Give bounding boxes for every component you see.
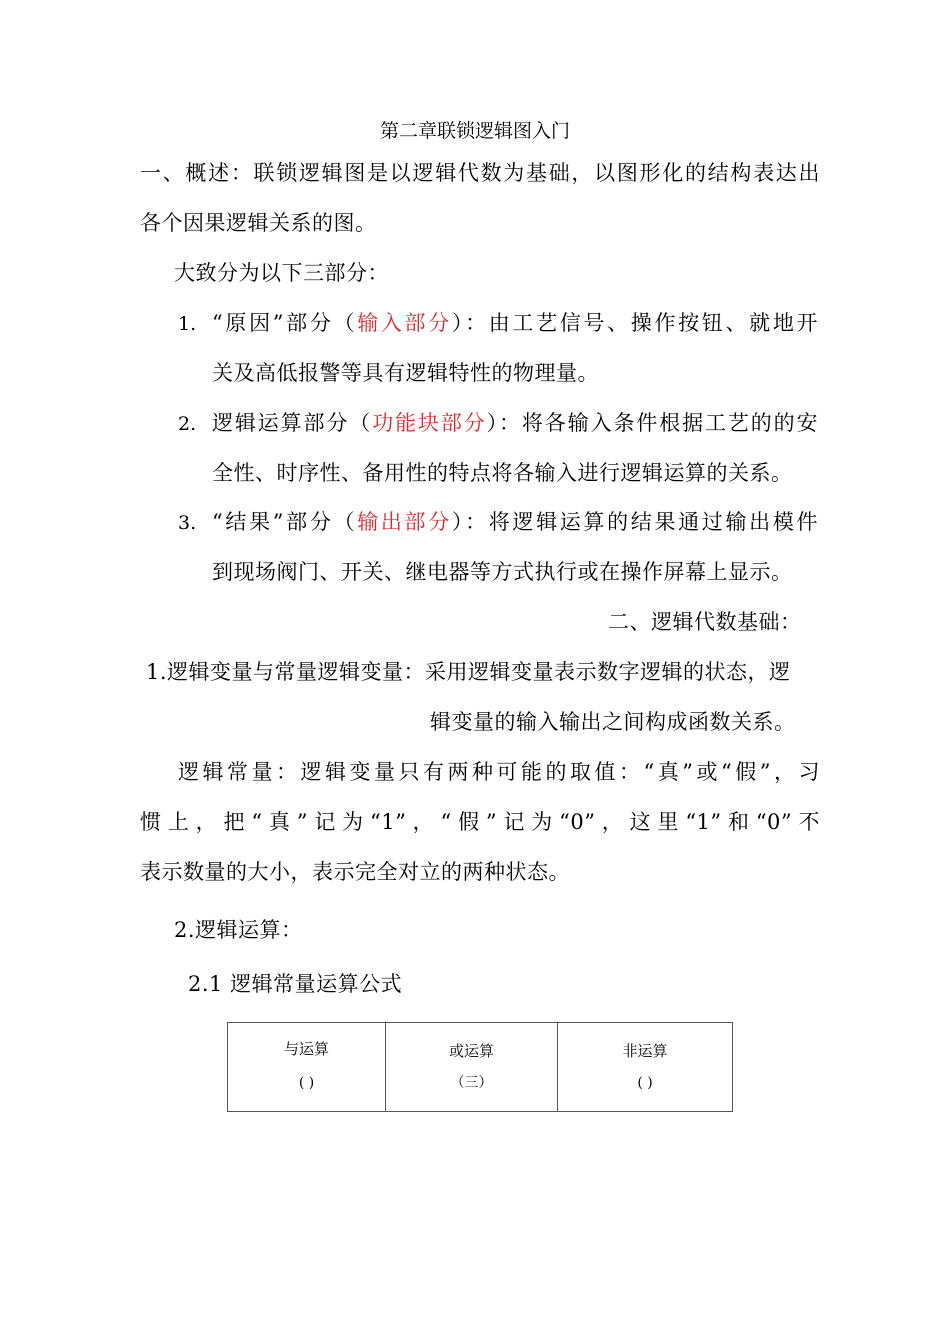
logic-variable-line-1: 1.逻辑变量与常量逻辑变量：采用逻辑变量表示数字逻辑的状态，逻: [146, 660, 791, 684]
item-2-post: ）：将各输入条件根据工艺的的安: [486, 411, 819, 435]
item-1-pre: “原因”部分（: [212, 311, 358, 335]
overview-intro: 大致分为以下三部分：: [174, 261, 389, 285]
item-1-line-1: [212, 308, 818, 338]
item-2-pre: 逻辑运算部分（: [212, 411, 373, 435]
or-operation-cell: [386, 1023, 558, 1112]
logic-operations-heading: 2.逻辑运算：: [174, 918, 303, 942]
and-operation-label: 与运算: [283, 1040, 329, 1058]
overview-line-2: 各个因果逻辑关系的图。: [140, 211, 377, 235]
logic-variable-line-2: 辑变量的输入输出之间构成函数关系。: [430, 710, 796, 734]
item-2-line-1: [212, 408, 818, 438]
item-3-line-2: 到现场阀门、开关、继电器等方式执行或在操作屏幕上显示。: [212, 560, 793, 584]
or-operation-label: 或运算: [448, 1042, 494, 1060]
chapter-title: 第二章联锁逻辑图入门: [379, 120, 570, 142]
not-operation-cell: [558, 1023, 733, 1112]
item-3-line-1: [212, 507, 818, 537]
item-3-pre: “结果”部分（: [212, 510, 358, 534]
item-1-number: 1.: [178, 313, 197, 335]
item-3-post: ）：将逻辑运算的结果通过输出模件: [451, 510, 818, 534]
constant-formula-heading: 2.1 逻辑常量运算公式: [188, 972, 403, 996]
logic-constant-line-2: 惯上，把“真”记为“1”，“假”记为“0”，这里“1”和“0”不: [140, 810, 820, 834]
item-2-highlight: 功能块部分: [372, 411, 487, 435]
item-2-line-2: 全性、时序性、备用性的特点将各输入进行逻辑运算的关系。: [212, 461, 793, 485]
item-1-post: ）：由工艺信号、操作按钮、就地开: [451, 311, 818, 335]
overview-line-1: 一、概述：联锁逻辑图是以逻辑代数为基础，以图形化的结构表达出: [140, 161, 820, 185]
item-1-line-2: 关及高低报警等具有逻辑特性的物理量。: [212, 361, 599, 385]
item-3-highlight: 输出部分: [357, 510, 452, 534]
item-3-number: 3.: [178, 512, 197, 534]
not-operation-label: 非运算: [622, 1042, 668, 1060]
item-1-highlight: 输入部分: [357, 311, 452, 335]
item-2-number: 2.: [178, 413, 197, 435]
and-operation-cell: [228, 1023, 386, 1112]
not-operation-symbol: ( ): [637, 1075, 653, 1091]
logic-constant-line-1: 逻辑常量：逻辑变量只有两种可能的取值：“真”或“假”，习: [178, 760, 820, 784]
table-row: [228, 1023, 733, 1112]
logic-constant-line-3: 表示数量的大小，表示完全对立的两种状态。: [140, 860, 570, 884]
logic-operations-table: [227, 1022, 733, 1112]
or-operation-symbol: （三）: [450, 1075, 493, 1091]
and-operation-symbol: ( ): [298, 1075, 315, 1091]
section-2-heading: 二、逻辑代数基础：: [608, 610, 802, 634]
